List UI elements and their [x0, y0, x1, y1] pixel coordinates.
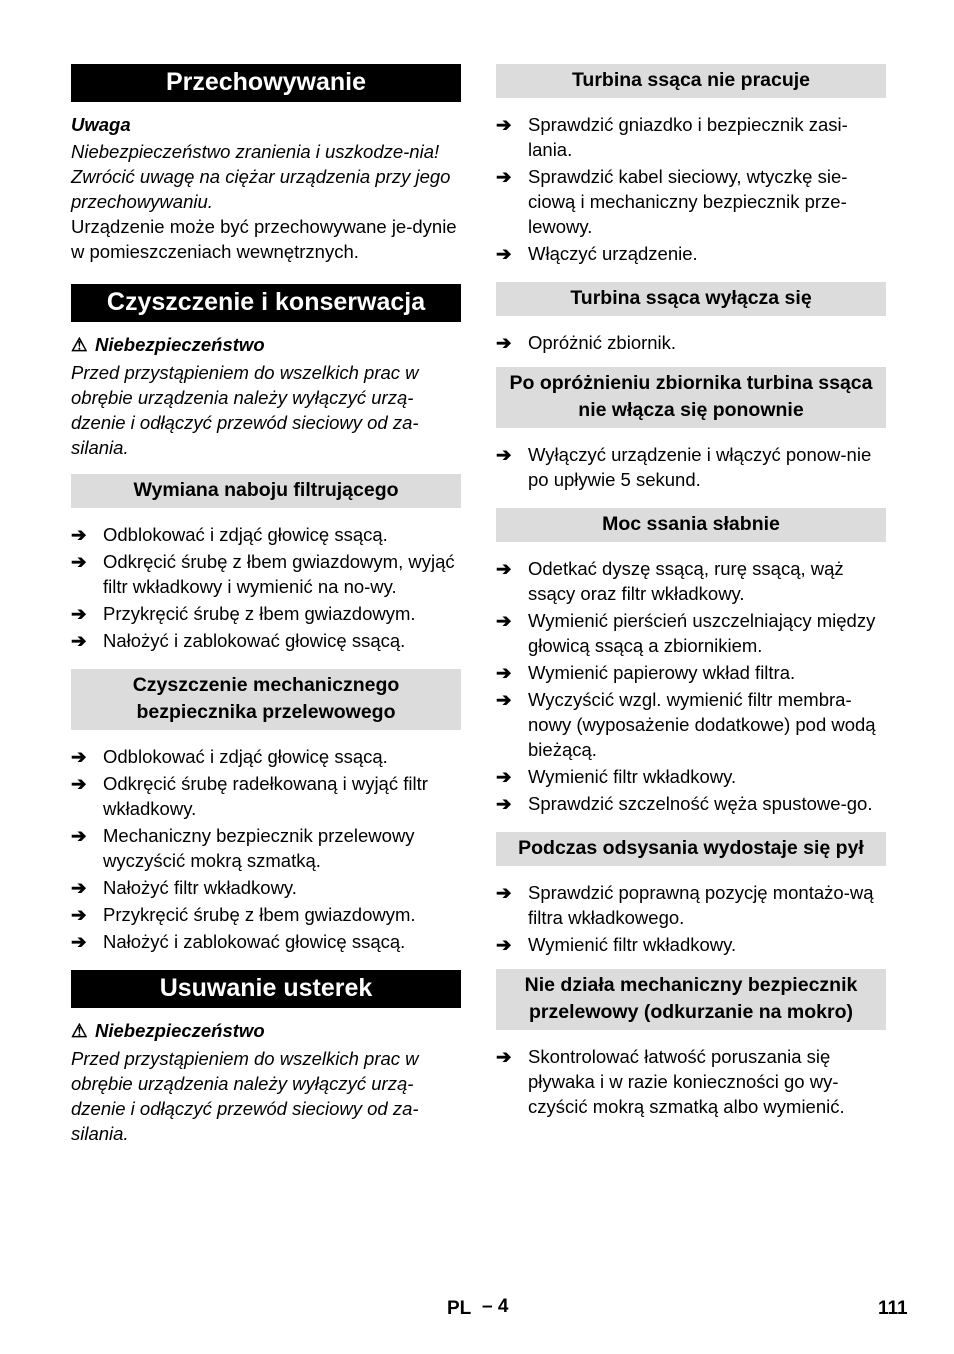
list-item: ➔ Wymienić filtr wkładkowy.: [496, 934, 737, 955]
subheading-overflow-fault: Nie działa mechaniczny bezpiecznik przelewowy (odkurzanie na mokro): [496, 969, 886, 1030]
overflow-steps: [71, 744, 461, 954]
list-item: ➔ Wyczyścić wzgl. wymienić filtr membra-nowy (wyposażenie dodatkowe) pod wodą bieżącą.: [496, 689, 876, 760]
arrow-right-icon: ➔: [71, 825, 87, 846]
arrow-right-icon: ➔: [71, 877, 87, 898]
suction-weakens-steps: [496, 556, 886, 816]
danger-label-cleaning: [71, 332, 461, 357]
list-item: ➔ Sprawdzić poprawną pozycję montażo-wą filtra wkładkowego.: [496, 882, 874, 928]
danger-label-troubleshooting: [71, 1018, 461, 1043]
arrow-right-icon: ➔: [496, 114, 512, 135]
list-item: ➔ Odkręcić śrubę z łbem gwiazdowym, wyjąć filtr wkładkowy i wymienić na no-wy.: [71, 551, 455, 597]
turbine-not-restarting-steps: [496, 442, 886, 492]
arrow-right-icon: ➔: [496, 444, 512, 465]
subheading-turbine-not-working: Turbina ssąca nie pracuje: [496, 64, 886, 98]
filter-steps: [71, 522, 461, 653]
list-item: ➔ Mechaniczny bezpiecznik przelewowy wyczyścić mokrą szmatką.: [71, 825, 415, 871]
arrow-right-icon: ➔: [496, 882, 512, 903]
arrow-right-icon: ➔: [71, 524, 87, 545]
arrow-right-icon: ➔: [496, 662, 512, 683]
arrow-right-icon: ➔: [496, 243, 512, 264]
heading-cleaning: Czyszczenie i konserwacja: [71, 284, 461, 322]
turbine-switches-off-steps: [496, 330, 886, 355]
danger-text-troubleshooting: Przed przystąpieniem do wszelkich prac w obrębie urządzenia należy wyłączyć urzą-dzenie i odłączyć przewód sieciowy od za-silania.: [71, 1048, 419, 1144]
warning-triangle-icon: ⚠: [71, 334, 88, 355]
arrow-right-icon: ➔: [71, 603, 87, 624]
arrow-right-icon: ➔: [496, 689, 512, 710]
list-item: ➔ Przykręcić śrubę z łbem gwiazdowym.: [71, 603, 416, 624]
subheading-suction-weakens: Moc ssania słabnie: [496, 508, 886, 542]
list-item: ➔ Nałożyć filtr wkładkowy.: [71, 877, 297, 898]
footer-language: PL: [447, 1298, 472, 1319]
danger-label-text: Niebezpieczeństwo: [95, 1020, 265, 1041]
subheading-turbine-not-restarting: Po opróżnieniu zbiornika turbina ssąca nie włącza się ponownie: [496, 367, 886, 428]
arrow-right-icon: ➔: [496, 766, 512, 787]
list-item: ➔ Odkręcić śrubę radełkowaną i wyjąć filtr wkładkowy.: [71, 773, 428, 819]
list-item: ➔ Wymienić papierowy wkład filtra.: [496, 662, 796, 683]
list-item: ➔ Odblokować i zdjąć głowicę ssącą.: [71, 524, 388, 545]
list-item: ➔ Włączyć urządzenie.: [496, 243, 698, 264]
note-text: Urządzenie może być przechowywane je-dynie w pomieszczeniach wewnętrznych.: [71, 216, 457, 262]
danger-label-text: Niebezpieczeństwo: [95, 334, 265, 355]
arrow-right-icon: ➔: [71, 630, 87, 651]
arrow-right-icon: ➔: [496, 1046, 512, 1067]
page-number: 111: [878, 1298, 908, 1319]
list-item: ➔ Opróżnić zbiornik.: [496, 332, 677, 353]
arrow-right-icon: ➔: [71, 904, 87, 925]
note-label: Uwaga: [71, 114, 131, 135]
arrow-right-icon: ➔: [71, 746, 87, 767]
list-item: ➔ Wymienić filtr wkładkowy.: [496, 766, 737, 787]
arrow-right-icon: ➔: [71, 773, 87, 794]
right-column: [496, 64, 886, 1121]
arrow-right-icon: ➔: [71, 931, 87, 952]
list-item: ➔ Wymienić pierścień uszczelniający między głowicą ssącą a zbiornikiem.: [496, 610, 876, 656]
list-item: ➔ Sprawdzić kabel sieciowy, wtyczkę sie-ciową i mechaniczny bezpiecznik prze-lewowy.: [496, 166, 848, 237]
warning-triangle-icon: ⚠: [71, 1020, 88, 1041]
list-item: ➔ Odblokować i zdjąć głowicę ssącą.: [71, 746, 388, 767]
turbine-not-working-steps: [496, 112, 886, 266]
list-item: ➔ Nałożyć i zablokować głowicę ssącą.: [71, 630, 406, 651]
footer-section-page: – 4: [482, 1296, 509, 1317]
arrow-right-icon: ➔: [496, 934, 512, 955]
arrow-right-icon: ➔: [496, 793, 512, 814]
arrow-right-icon: ➔: [71, 551, 87, 572]
heading-storage: Przechowywanie: [71, 64, 461, 102]
subheading-dust-escapes: Podczas odsysania wydostaje się pył: [496, 832, 886, 866]
arrow-right-icon: ➔: [496, 332, 512, 353]
list-item: ➔ Sprawdzić szczelność węża spustowe-go.: [496, 793, 873, 814]
list-item: ➔ Sprawdzić gniazdko i bezpiecznik zasi-lania.: [496, 114, 848, 160]
note-italic-text: Niebezpieczeństwo zranienia i uszkodze-nia! Zwrócić uwagę na ciężar urządzenia przy jego przechowywaniu.: [71, 141, 451, 212]
subheading-turbine-switches-off: Turbina ssąca wyłącza się: [496, 282, 886, 316]
dust-escapes-steps: [496, 880, 886, 957]
left-column: [71, 64, 461, 1146]
subheading-overflow: Czyszczenie mechanicznego bezpiecznika przelewowego: [71, 669, 461, 730]
overflow-fault-steps: [496, 1044, 886, 1119]
arrow-right-icon: ➔: [496, 610, 512, 631]
arrow-right-icon: ➔: [496, 166, 512, 187]
heading-troubleshooting: Usuwanie usterek: [71, 970, 461, 1008]
list-item: ➔ Przykręcić śrubę z łbem gwiazdowym.: [71, 904, 416, 925]
subheading-filter: Wymiana naboju filtrującego: [71, 474, 461, 508]
danger-text-cleaning: Przed przystąpieniem do wszelkich prac w obrębie urządzenia należy wyłączyć urzą-dzenie i odłączyć przewód sieciowy od za-silania.: [71, 362, 419, 458]
list-item: ➔ Nałożyć i zablokować głowicę ssącą.: [71, 931, 406, 952]
list-item: ➔ Skontrolować łatwość poruszania się pływaka i w razie konieczności go wy-czyścić mokrą szmatką albo wymienić.: [496, 1046, 845, 1117]
arrow-right-icon: ➔: [496, 558, 512, 579]
list-item: ➔ Odetkać dyszę ssącą, rurę ssącą, wąż ssący oraz filtr wkładkowy.: [496, 558, 844, 604]
list-item: ➔ Wyłączyć urządzenie i włączyć ponow-nie po upływie 5 sekund.: [496, 444, 872, 490]
